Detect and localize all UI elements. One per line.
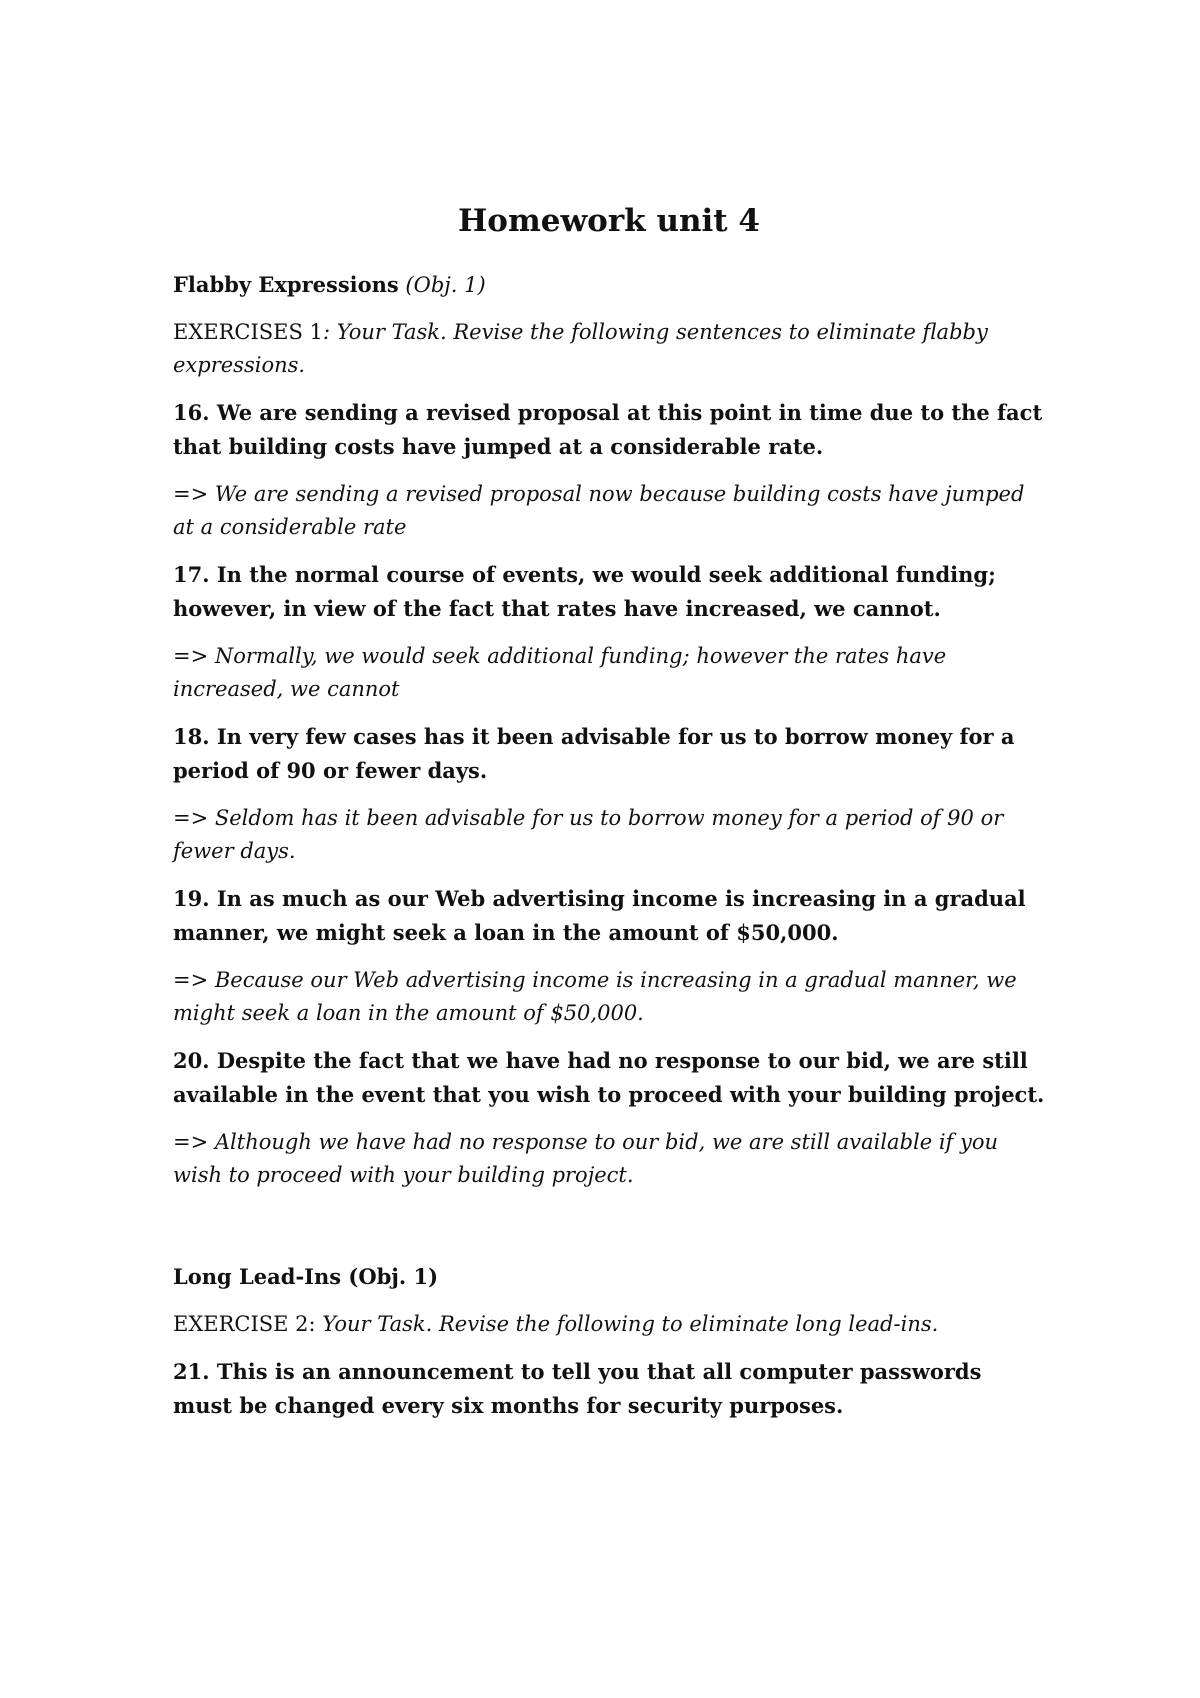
question-20: 20. Despite the fact that we have had no response to our bid, we are still available in the event that you wish to proceed with your building project. (173, 1048, 1045, 1107)
question-21: 21. This is an announcement to tell you that all computer passwords must be changed every six months for security purposes. (173, 1359, 982, 1418)
document-content (173, 200, 1045, 1437)
answer-19: => Because our Web advertising income is increasing in a gradual manner, we might seek a loan in the amount of $50,000. (173, 968, 1017, 1025)
question-18: 18. In very few cases has it been advisable for us to borrow money for a period of 90 or fewer days. (173, 724, 1015, 783)
section-heading-long-lead-ins (173, 1260, 1045, 1294)
answer-16: => We are sending a revised proposal now because building costs have jumped at a considerable rate (173, 482, 1025, 539)
answer-20: => Although we have had no response to our bid, we are still available if you wish to proceed with your building project. (173, 1130, 999, 1187)
answer-17: => Normally, we would seek additional funding; however the rates have increased, we cannot (173, 644, 947, 701)
section-heading-text: Flabby Expressions (173, 272, 399, 297)
exercise-1-colon: : (322, 320, 331, 344)
question-19: 19. In as much as our Web advertising income is increasing in a gradual manner, we might seek a loan in the amount of $50,000. (173, 886, 1026, 945)
exercise-1-task: Your Task. Revise the following sentences to eliminate flabby expressions. (173, 320, 988, 377)
section-heading-objective: (Obj. 1) (405, 273, 486, 297)
answer-18: => Seldom has it been advisable for us to borrow money for a period of 90 or fewer days. (173, 806, 1004, 863)
exercise-2-instructions (173, 1308, 1045, 1341)
section-spacer (173, 1206, 1045, 1260)
exercise-2-label: EXERCISE 2: (173, 1312, 316, 1336)
exercise-2-task: Your Task. Revise the following to eliminate long lead-ins. (315, 1312, 939, 1336)
question-16: 16. We are sending a revised proposal at this point in time due to the fact that building costs have jumped at a considerable rate. (173, 400, 1043, 459)
section-heading-flabby-expressions (173, 268, 1045, 302)
document-title: Homework unit 4 (458, 203, 760, 239)
section-2-heading-text: Long Lead-Ins (Obj. 1) (173, 1264, 439, 1289)
exercise-1-label: EXERCISES 1 (173, 320, 323, 344)
exercise-1-instructions (173, 316, 1045, 382)
question-17: 17. In the normal course of events, we would seek additional funding; however, in view of the fact that rates have increased, we cannot. (173, 562, 996, 621)
